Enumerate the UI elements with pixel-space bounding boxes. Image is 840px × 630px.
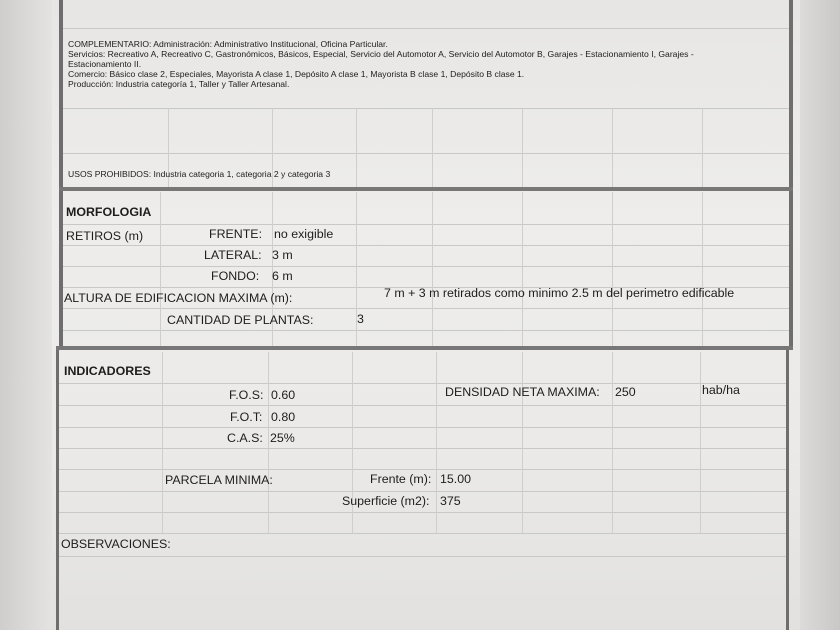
superficie-value: 375 bbox=[440, 494, 461, 508]
fondo-value: 6 m bbox=[272, 269, 293, 283]
parcela-frente-value: 15.00 bbox=[440, 472, 472, 486]
indicadores-title: INDICADORES bbox=[64, 364, 151, 378]
superficie-label: Superficie (m2): bbox=[342, 494, 430, 508]
densidad-unit: hab/ha bbox=[702, 383, 740, 397]
fondo-label: FONDO: bbox=[211, 269, 260, 283]
altura-label: ALTURA DE EDIFICACION MAXIMA (m): bbox=[64, 291, 293, 305]
section-divider-morfologia bbox=[59, 187, 793, 191]
right-border-top bbox=[789, 0, 793, 348]
plantas-label: CANTIDAD DE PLANTAS: bbox=[167, 313, 314, 327]
frente-label: FRENTE: bbox=[209, 227, 263, 241]
usos-produccion: Producción: Industria categoría 1, Taller y Taller Artesanal. bbox=[68, 79, 290, 89]
parcela-label: PARCELA MINIMA: bbox=[165, 473, 273, 487]
observaciones-label: OBSERVACIONES: bbox=[61, 537, 171, 551]
left-border-top bbox=[59, 0, 63, 348]
frente-value: no exigible bbox=[274, 227, 334, 241]
usos-servicios-line1: Servicios: Recreativo A, Recreativo C, Gastronómicos, Básicos, Especial, Servicio del Automotor A, Servicio del Automotor B, Garajes - Estacionamiento I, Garajes - bbox=[68, 49, 694, 59]
section-divider-indicadores bbox=[56, 346, 793, 350]
altura-value: 7 m + 3 m retirados como minimo 2.5 m del perimetro edificable bbox=[384, 286, 735, 300]
usos-comercio: Comercio: Básico clase 2, Especiales, Mayorista A clase 1, Depósito A clase 1, Mayorista B clase 1, Depósito B clase 1. bbox=[68, 69, 525, 79]
lateral-value: 3 m bbox=[272, 248, 293, 262]
usos-complementario: COMPLEMENTARIO: Administración: Administrativo Institucional, Oficina Particular. bbox=[68, 39, 388, 49]
page-right-margin bbox=[800, 0, 840, 630]
left-border-bottom bbox=[56, 348, 59, 630]
densidad-value: 250 bbox=[615, 385, 636, 399]
page-left-margin bbox=[0, 0, 52, 630]
cas-value: 25% bbox=[270, 431, 295, 445]
plantas-value: 3 bbox=[357, 312, 364, 326]
lateral-label: LATERAL: bbox=[204, 248, 262, 262]
densidad-label: DENSIDAD NETA MAXIMA: bbox=[445, 385, 600, 399]
usos-prohibidos: USOS PROHIBIDOS: Industria categoria 1, categoria 2 y categoria 3 bbox=[68, 169, 331, 179]
cas-label: C.A.S: bbox=[227, 431, 263, 445]
fos-value: 0.60 bbox=[271, 388, 296, 402]
usos-servicios-line2: Estacionamiento II. bbox=[68, 59, 142, 69]
parcela-frente-label: Frente (m): bbox=[370, 472, 432, 486]
fot-value: 0.80 bbox=[271, 410, 296, 424]
retiros-label: RETIROS (m) bbox=[66, 229, 144, 243]
fos-label: F.O.S: bbox=[229, 388, 264, 402]
right-border-bottom bbox=[786, 348, 789, 630]
fot-label: F.O.T: bbox=[230, 410, 263, 424]
morfologia-title: MORFOLOGIA bbox=[66, 205, 152, 219]
